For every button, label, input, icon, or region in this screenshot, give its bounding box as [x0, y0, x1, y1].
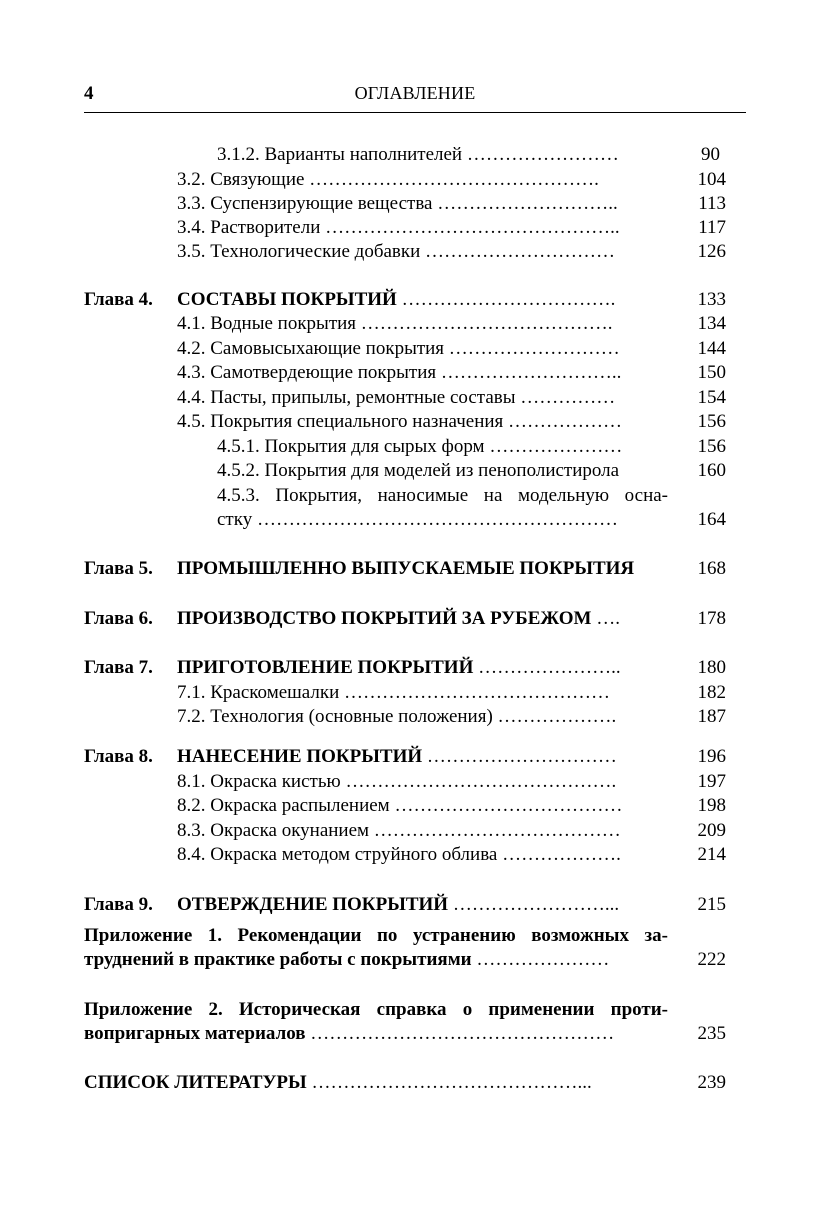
toc-entry-title: 3.1.2. Варианты наполнителей …………………… [217, 144, 619, 165]
page-number: 4 [84, 83, 94, 104]
leader-dots: …. [591, 608, 620, 629]
toc-entry-title: 4.5. Покрытия специального назначения ……………… [177, 411, 623, 432]
toc-entry-title: 4.5.1. Покрытия для сырых форм ………………… [217, 436, 623, 457]
toc-entry[interactable] [177, 843, 726, 867]
toc-entry-page: 178 [697, 608, 726, 629]
toc-entry[interactable] [177, 192, 726, 216]
chapter-label: Глава 6. [84, 608, 153, 629]
toc-entry-title: стку ………………………………………………… [217, 509, 618, 530]
toc-entry[interactable] [177, 312, 726, 336]
toc-entry-page: 209 [697, 820, 726, 841]
toc-entry-title: 4.3. Самотвердеющие покрытия ……………………….. [177, 362, 622, 383]
chapter-label: Глава 7. [84, 657, 153, 678]
toc-entry-page: 133 [697, 289, 726, 310]
toc-chapter-entry[interactable] [177, 745, 726, 769]
toc-appendix-entry[interactable] [84, 948, 726, 972]
toc-entry-title: 4.4. Пасты, припылы, ремонтные составы …………… [177, 387, 616, 408]
toc-entry-title: 3.3. Суспензирующие вещества ……………………….. [177, 193, 618, 214]
toc-entry-page: 187 [697, 706, 726, 727]
toc-entry-page: 156 [697, 436, 726, 457]
toc-entry-title: 4.2. Самовысыхающие покрытия ……………………… [177, 338, 620, 359]
chapter-label: Глава 4. [84, 289, 153, 310]
chapter-label: Глава 5. [84, 558, 153, 579]
toc-entry-title: 3.4. Растворители ……………………………………….. [177, 217, 620, 238]
toc-chapter-entry[interactable] [177, 656, 726, 680]
toc-entry-page: 104 [697, 169, 726, 190]
toc-entry-page: 160 [697, 460, 726, 481]
leader-dots: ……………………... [448, 894, 620, 915]
page-header [84, 80, 746, 113]
toc-entry-page: 113 [698, 193, 726, 214]
toc-entry[interactable] [217, 143, 726, 167]
toc-entry-title: 8.3. Окраска окунанием ………………………………… [177, 820, 621, 841]
toc-entry-page: 197 [697, 771, 726, 792]
toc-entry-page: 196 [697, 746, 726, 767]
toc-entry-page: 90 [701, 144, 720, 165]
toc-entry[interactable] [177, 240, 726, 264]
toc-entry[interactable] [177, 410, 726, 434]
toc-entry-line1: 4.5.3. Покрытия, наносимые на модельную осна- [217, 485, 668, 506]
toc-entry-title: 3.2. Связующие ………………………………………. [177, 169, 599, 190]
toc-entry[interactable] [217, 459, 726, 483]
chapter-title: НАНЕСЕНИЕ ПОКРЫТИЙ [177, 746, 423, 767]
toc-entry-page: 180 [697, 657, 726, 678]
toc-entry-page: 215 [697, 894, 726, 915]
appendix-title: вопригарных материалов [84, 1023, 306, 1044]
toc-entry-page: 214 [697, 844, 726, 865]
toc-chapter-entry[interactable] [177, 607, 726, 631]
toc-entry-page: 222 [697, 949, 726, 970]
toc-entry[interactable] [177, 794, 726, 818]
appendix-title: труднений в практике работы с покрытиями [84, 949, 472, 970]
toc-entry-page: 126 [697, 241, 726, 262]
toc-entry[interactable] [177, 361, 726, 385]
toc-entry-page: 134 [697, 313, 726, 334]
leader-dots: ……………………………. [396, 289, 616, 310]
toc-entry[interactable] [177, 681, 726, 705]
toc-entry[interactable] [177, 337, 726, 361]
appendix-2-line1[interactable]: Приложение 2. Историческая справка о применении проти- [84, 999, 668, 1020]
toc-entry[interactable] [177, 386, 726, 410]
running-title: ОГЛАВЛЕНИЕ [354, 83, 476, 103]
toc-entry-page: 235 [697, 1023, 726, 1044]
toc-entry-page: 154 [697, 387, 726, 408]
toc-entry-title: 3.5. Технологические добавки ………………………… [177, 241, 616, 262]
toc-entry-page: 239 [697, 1072, 726, 1093]
toc-chapter-entry[interactable] [177, 893, 726, 917]
chapter-title: ПРИГОТОВЛЕНИЕ ПОКРЫТИЙ [177, 657, 474, 678]
toc-entry-title: 8.4. Окраска методом струйного облива ………………. [177, 844, 621, 865]
toc-entry-title: 4.1. Водные покрытия …………………………………. [177, 313, 613, 334]
toc-entry-page: 144 [697, 338, 726, 359]
toc-entry-page: 150 [697, 362, 726, 383]
toc-entry-title: 8.1. Окраска кистью ……………………………………. [177, 771, 617, 792]
toc-entry-page: 182 [697, 682, 726, 703]
chapter-label: Глава 9. [84, 894, 153, 915]
toc-entry[interactable] [177, 168, 726, 192]
references-title: СПИСОК ЛИТЕРАТУРЫ [84, 1072, 307, 1093]
chapter-title: ПРОИЗВОДСТВО ПОКРЫТИЙ ЗА РУБЕЖОМ [177, 608, 592, 629]
toc-entry-title: 4.5.2. Покрытия для моделей из пенополистирола [217, 460, 620, 481]
toc-entry[interactable] [177, 770, 726, 794]
chapter-label: Глава 8. [84, 746, 153, 767]
appendix-1-line1[interactable]: Приложение 1. Рекомендации по устранению возможных за- [84, 925, 668, 946]
toc-entry-page: 164 [697, 509, 726, 530]
chapter-title: ОТВЕРЖДЕНИЕ ПОКРЫТИЙ [177, 894, 449, 915]
toc-entry-title: 8.2. Окраска распылением ……………………………… [177, 795, 623, 816]
leader-dots: ………………… [471, 949, 610, 970]
toc-entry[interactable] [217, 435, 726, 459]
chapter-title: СОСТАВЫ ПОКРЫТИЙ [177, 289, 397, 310]
toc-entry-page: 117 [698, 217, 726, 238]
toc-entry[interactable] [217, 508, 726, 532]
toc-entry-page: 198 [697, 795, 726, 816]
toc-entry-page: 168 [697, 558, 726, 579]
leader-dots: ………………………………………… [305, 1023, 615, 1044]
toc-entry[interactable] [177, 819, 726, 843]
leader-dots: ………………………… [422, 746, 617, 767]
toc-entry-title: 7.1. Краскомешалки …………………………………… [177, 682, 611, 703]
toc-entry-title: 7.2. Технология (основные положения) ………………. [177, 706, 617, 727]
toc-entry[interactable] [177, 216, 726, 240]
leader-dots: ………………….. [473, 657, 621, 678]
chapter-title: ПРОМЫШЛЕННО ВЫПУСКАЕМЫЕ ПОКРЫТИЯ [177, 558, 635, 579]
toc-entry[interactable] [177, 705, 726, 729]
leader-dots: ……………………………………... [306, 1072, 592, 1093]
toc-entry-page: 156 [697, 411, 726, 432]
toc-chapter-entry[interactable] [177, 557, 726, 581]
toc-references-entry[interactable] [84, 1071, 726, 1095]
toc-appendix-entry[interactable] [84, 1022, 726, 1046]
toc-chapter-entry[interactable] [177, 288, 726, 312]
